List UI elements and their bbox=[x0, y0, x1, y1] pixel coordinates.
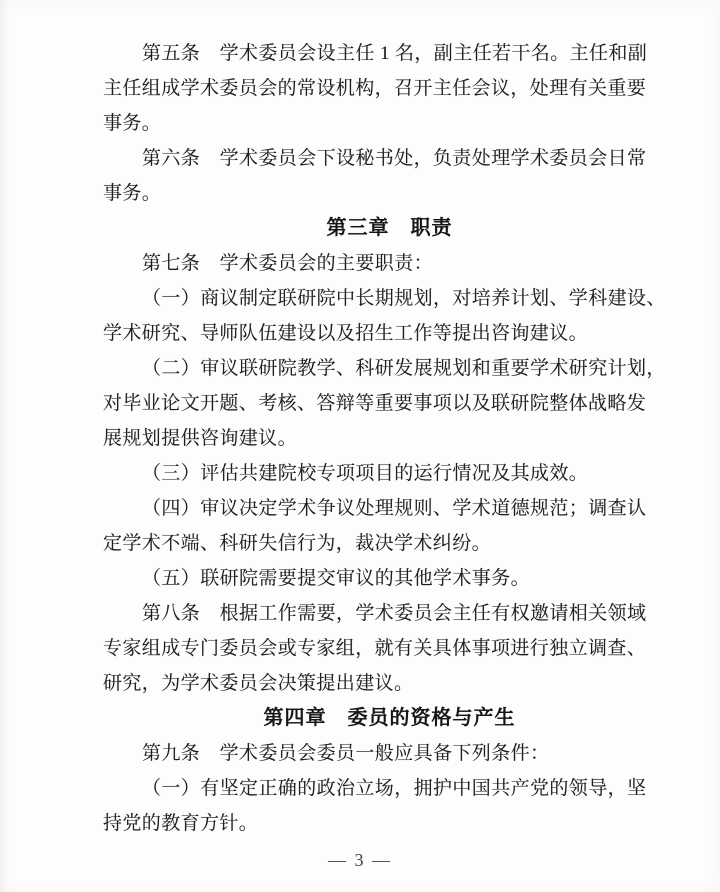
text-line: 定学术不端、科研失信行为，裁决学术纠纷。 bbox=[103, 533, 492, 554]
text-line: 展规划提供咨询建议。 bbox=[103, 428, 298, 449]
text-line: 对毕业论文开题、考核、答辩等重要事项以及联研院整体战略发 bbox=[103, 393, 647, 414]
text-line: 主任组成学术委员会的常设机构，召开主任会议，处理有关重要 bbox=[103, 78, 647, 99]
text-line: （五）联研院需要提交审议的其他学术事务。 bbox=[142, 568, 531, 589]
text-line: （三）评估共建院校专项项目的运行情况及其成效。 bbox=[142, 463, 589, 484]
text-line: 研究，为学术委员会决策提出建议。 bbox=[103, 673, 414, 694]
chapter-heading: 第四章 委员的资格与产生 bbox=[263, 707, 516, 729]
text-line: 第八条 根据工作需要，学术委员会主任有权邀请相关领域 bbox=[142, 603, 647, 624]
text-line: 学术研究、导师队伍建设以及招生工作等提出咨询建议。 bbox=[103, 323, 589, 344]
text-line: （四）审议决定学术争议处理规则、学术道德规范；调查认 bbox=[142, 498, 647, 519]
text-line: 持党的教育方针。 bbox=[103, 813, 259, 834]
text-line: （一）商议制定联研院中长期规划，对培养计划、学科建设、 bbox=[142, 288, 666, 309]
document-body bbox=[103, 36, 666, 841]
text-line: （二）审议联研院教学、科研发展规划和重要学术研究计划， bbox=[142, 358, 666, 379]
text-line: 第九条 学术委员会委员一般应具备下列条件： bbox=[142, 743, 550, 764]
text-line: 事务。 bbox=[103, 183, 162, 204]
text-line: 第六条 学术委员会下设秘书处，负责处理学术委员会日常 bbox=[142, 148, 647, 169]
text-line: 第七条 学术委员会的主要职责： bbox=[142, 253, 434, 274]
text-line: 事务。 bbox=[103, 113, 162, 134]
chapter-heading: 第三章 职责 bbox=[326, 217, 453, 239]
text-line: （一）有坚定正确的政治立场，拥护中国共产党的领导，坚 bbox=[142, 778, 647, 799]
text-line: 专家组成专门委员会或专家组，就有关具体事项进行独立调查、 bbox=[103, 638, 647, 659]
text-line: 第五条 学术委员会设主任 1 名，副主任若干名。主任和副 bbox=[142, 43, 648, 64]
page-number: — 3 — bbox=[328, 850, 392, 870]
